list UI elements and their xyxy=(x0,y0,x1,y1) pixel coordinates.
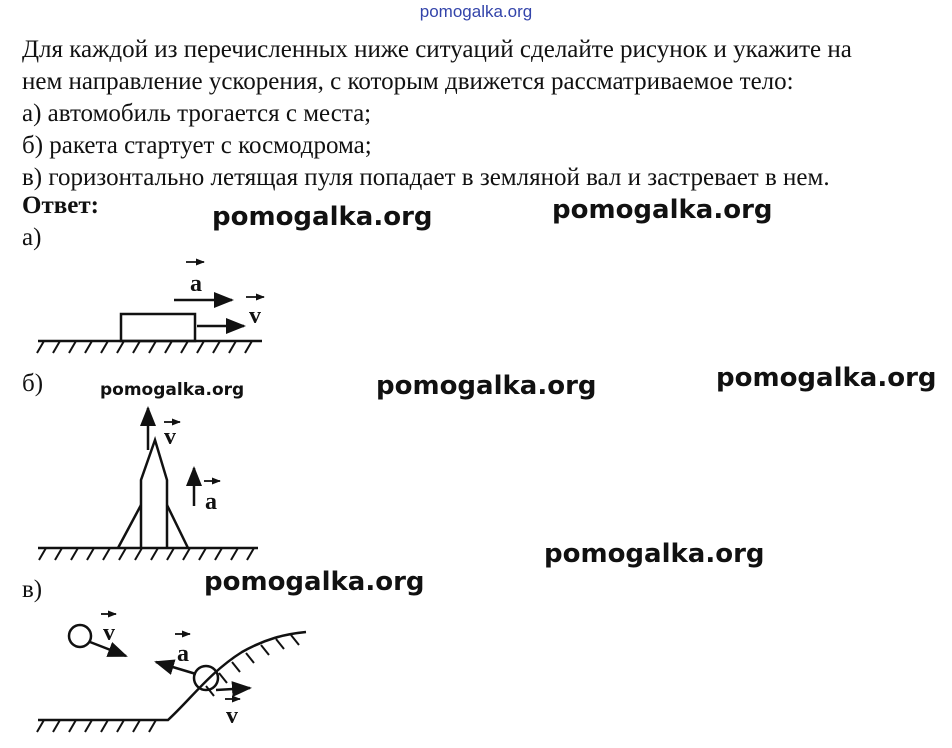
bullet-before xyxy=(69,625,91,647)
part-label-c: в) xyxy=(22,576,43,603)
watermark: pomogalka.org xyxy=(552,195,773,225)
acceleration-label: a xyxy=(177,641,189,667)
acceleration-arrow xyxy=(156,662,196,674)
ground-hatching xyxy=(39,548,254,560)
answer-label: Ответ: xyxy=(22,192,99,219)
earth-bank xyxy=(38,632,306,720)
task-line: нем направление ускорения, с которым движется рассматриваемое тело: xyxy=(22,68,794,95)
watermark: pomogalka.org xyxy=(204,567,425,597)
velocity-arrow xyxy=(216,688,250,690)
watermark: pomogalka.org xyxy=(376,371,597,401)
watermark: pomogalka.org xyxy=(100,380,245,400)
car-body xyxy=(121,314,195,341)
diagram-bullet xyxy=(37,614,306,732)
part-label-a: а) xyxy=(22,224,42,251)
part-label-b: б) xyxy=(22,370,44,397)
site-header-link[interactable]: pomogalka.org xyxy=(419,2,533,21)
watermark: pomogalka.org xyxy=(716,363,937,393)
acceleration-label: a xyxy=(190,271,202,297)
velocity-label: v xyxy=(226,703,238,729)
ground-hatching xyxy=(37,341,252,353)
task-line: а) автомобиль трогается с места; xyxy=(22,100,372,127)
watermark: pomogalka.org xyxy=(544,539,765,569)
diagram-rocket xyxy=(38,408,258,560)
task-line: Для каждой из перечисленных ниже ситуаций сделайте рисунок и укажите на xyxy=(22,36,852,63)
rocket-body xyxy=(141,440,167,548)
ground-hatching xyxy=(37,720,156,732)
bank-hatching xyxy=(206,635,299,696)
acceleration-label: a xyxy=(205,489,217,515)
velocity-label: v xyxy=(249,303,261,329)
diagram-car xyxy=(37,262,264,353)
task-line: б) ракета стартует с космодрома; xyxy=(22,132,372,159)
velocity-label: v xyxy=(103,620,115,646)
rocket-fins xyxy=(118,505,188,548)
watermark: pomogalka.org xyxy=(212,202,433,232)
task-line: в) горизонтально летящая пуля попадает в земляной вал и застревает в нем. xyxy=(22,164,830,191)
velocity-label: v xyxy=(164,424,176,450)
